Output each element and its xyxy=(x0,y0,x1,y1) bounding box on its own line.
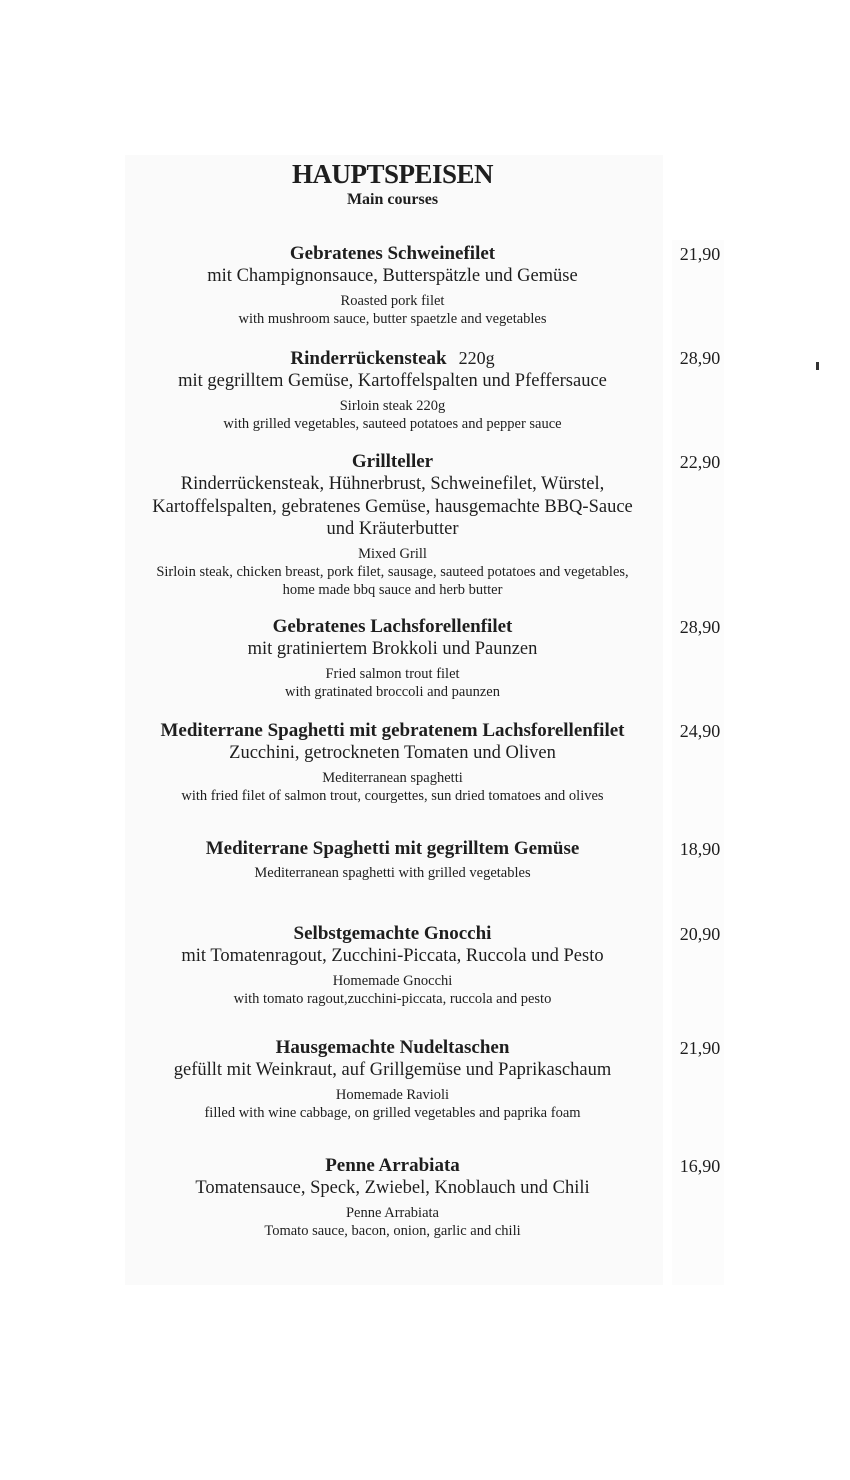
dish-name: Rinderrückensteak xyxy=(290,348,447,369)
dish-spaghetti-vegetables xyxy=(120,838,665,882)
dish-description xyxy=(120,473,665,541)
dish-pork-filet xyxy=(120,243,665,328)
dish-english-description: with tomato ragout,zucchini-piccata, ruccola and pesto xyxy=(233,990,552,1007)
dish-salmon-trout xyxy=(120,616,665,701)
dish-name-line xyxy=(120,347,665,370)
dish-english-description: filled with wine cabbage, on grilled vegetables and paprika foam xyxy=(204,1104,581,1121)
dish-description: Tomatensauce, Speck, Zwiebel, Knoblauch und Chili xyxy=(195,1178,590,1198)
dish-english xyxy=(120,864,665,882)
dish-name: Mediterrane Spaghetti mit gegrilltem Gemüse xyxy=(205,838,580,859)
dish-english-description-line: home made bbq sauce and herb butter xyxy=(282,581,503,598)
dish-english-description: Tomato sauce, bacon, onion, garlic and chili xyxy=(264,1222,521,1239)
dish-spaghetti-salmon xyxy=(120,720,665,805)
dish-price: 24,90 xyxy=(679,721,721,741)
dish-price: 21,90 xyxy=(679,244,721,264)
dish-english xyxy=(120,769,665,805)
dish-name: Penne Arrabiata xyxy=(325,1155,460,1176)
dish-name: Gebratenes Lachsforellenfilet xyxy=(272,616,513,637)
dish-english-description: with mushroom sauce, butter spaetzle and vegetables xyxy=(238,310,547,327)
dish-english-name: Fried salmon trout filet xyxy=(325,665,460,682)
dish-name: Hausgemachte Nudeltaschen xyxy=(275,1037,510,1058)
dish-english xyxy=(120,1204,665,1240)
price-column xyxy=(672,240,724,1285)
dish-english-name: Roasted pork filet xyxy=(340,292,445,309)
dish-english-name: Homemade Ravioli xyxy=(335,1086,450,1103)
dish-description-line: Kartoffelspalten, gebratenes Gemüse, hausgemachte BBQ-Sauce xyxy=(152,496,633,517)
dish-description: mit Tomatenragout, Zucchini-Piccata, Ruccola und Pesto xyxy=(181,946,604,966)
dish-english-name: Homemade Gnocchi xyxy=(332,972,453,989)
dish-english xyxy=(120,545,665,599)
dish-description-line: Rinderrückensteak, Hühnerbrust, Schweinefilet, Würstel, xyxy=(180,474,605,494)
dish-price: 28,90 xyxy=(679,348,721,368)
dish-english-description: with grilled vegetables, sauteed potatoes and pepper sauce xyxy=(223,415,562,432)
dish-name: Mediterrane Spaghetti mit gebratenem Lachsforellenfilet xyxy=(160,720,625,741)
dish-description: mit gratiniertem Brokkoli und Paunzen xyxy=(247,639,538,659)
dish-english-name: Mixed Grill xyxy=(358,545,427,562)
dish-description: Zucchini, getrockneten Tomaten und Oliven xyxy=(229,743,556,763)
dish-english-name: Penne Arrabiata xyxy=(345,1204,439,1221)
dish-description: gefüllt mit Weinkraut, auf Grillgemüse und Paprikaschaum xyxy=(173,1060,612,1080)
dish-english xyxy=(120,972,665,1008)
dish-english xyxy=(120,292,665,328)
dish-english-description: with gratinated broccoli and paunzen xyxy=(284,683,500,700)
scroll-marker xyxy=(816,362,819,370)
dish-weight: 220g xyxy=(458,348,495,368)
dish-description: mit gegrilltem Gemüse, Kartoffelspalten und Pfeffersauce xyxy=(178,371,607,391)
dish-price: 16,90 xyxy=(679,1156,721,1176)
menu-header xyxy=(125,158,660,210)
dish-name: Gebratenes Schweinefilet xyxy=(289,243,496,264)
page-title: HAUPTSPEISEN xyxy=(291,159,494,189)
dish-sirloin-steak xyxy=(120,347,665,433)
dish-price: 22,90 xyxy=(679,452,721,472)
dish-english-name: Mediterranean spaghetti xyxy=(322,769,463,786)
dish-english-name: Mediterranean spaghetti with grilled vegetables xyxy=(254,865,531,881)
dish-price: 20,90 xyxy=(679,924,721,944)
page-subtitle: Main courses xyxy=(346,191,439,208)
dish-gnocchi xyxy=(120,923,665,1008)
dish-english xyxy=(120,397,665,433)
dish-penne-arrabiata xyxy=(120,1155,665,1240)
dish-price: 28,90 xyxy=(679,617,721,637)
dish-english xyxy=(120,1086,665,1122)
dish-english-name: Sirloin steak 220g xyxy=(339,397,446,414)
dish-price: 21,90 xyxy=(679,1038,721,1058)
dish-english-description-line: Sirloin steak, chicken breast, pork filet, sausage, sauteed potatoes and vegetables, xyxy=(156,563,629,580)
dish-name: Selbstgemachte Gnocchi xyxy=(293,923,492,944)
dish-english-description: with fried filet of salmon trout, courgettes, sun dried tomatoes and olives xyxy=(181,787,604,804)
dish-price: 18,90 xyxy=(679,839,721,859)
dish-ravioli xyxy=(120,1037,665,1122)
dish-name: Grillteller xyxy=(351,451,434,472)
dish-description: mit Champignonsauce, Butterspätzle und Gemüse xyxy=(207,266,578,286)
dish-description-line: und Kräuterbutter xyxy=(326,519,459,539)
dish-mixed-grill xyxy=(120,451,665,599)
dish-english xyxy=(120,665,665,701)
